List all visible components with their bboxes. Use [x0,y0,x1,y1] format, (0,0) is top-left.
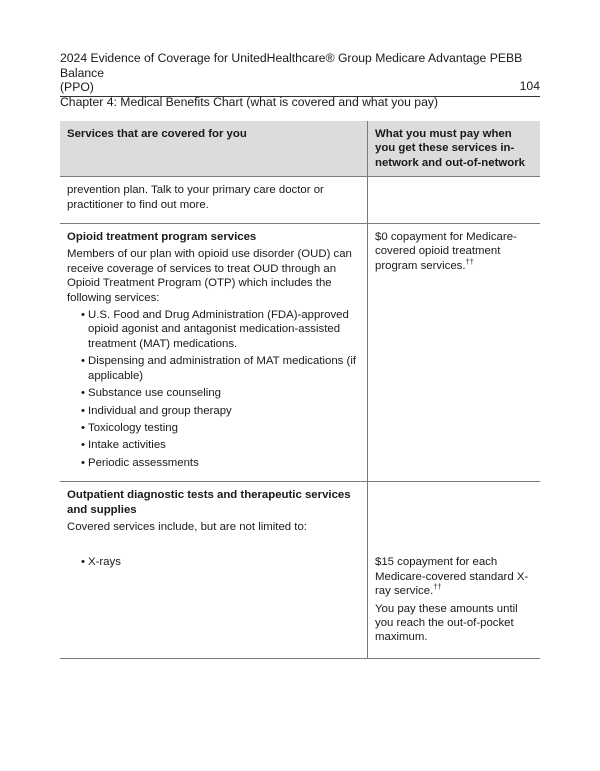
outpatient-description: Covered services include, but are not limited to: [67,520,307,533]
xrays-cost-note: You pay these amounts until you reach the out-of-pocket maximum. [375,602,518,644]
table-header-row [60,121,540,177]
list-item: • Periodic assessments [81,456,359,470]
outpatient-cost-cell [368,482,541,546]
list-item: • Intake activities [81,438,359,452]
page-number: 104 [519,79,540,93]
column-header-cost: What you must pay when you get these services in-network and out-of-network [368,121,541,177]
opioid-cost-cell [368,224,541,482]
opioid-service-cell [60,224,368,482]
column-header-services: Services that are covered for you [60,121,368,177]
document-title-line-1: 2024 Evidence of Coverage for UnitedHealthcare® Group Medicare Advantage PEBB Balance [60,51,523,80]
list-item: • Individual and group therapy [81,404,359,418]
continuation-cost-cell [368,177,541,224]
opioid-description: Members of our plan with opioid use disorder (OUD) can receive coverage of services to treat OUD through an Opioid Treatment Program (OTP) which includes the following services: [67,248,352,304]
xrays-service-cell [60,545,368,658]
xrays-cost: $15 copayment for each Medicare-covered standard X-ray service. [375,556,529,598]
header-divider [60,96,540,97]
opioid-title: Opioid treatment program services [67,231,257,244]
xrays-cost-mark: †† [433,582,442,592]
opioid-cost-mark: †† [465,257,474,267]
list-item: • U.S. Food and Drug Administration (FDA)-approved opioid agonist and antagonist medication-assisted treatment (MAT) medications. [81,308,359,351]
table-row-outpatient [60,482,540,546]
opioid-cost: $0 copayment for Medicare-covered opioid treatment program services. [375,231,517,272]
list-item: • Substance use counseling [81,386,359,400]
table-row-xrays [60,545,540,658]
xrays-cost-cell [368,545,541,658]
outpatient-title: Outpatient diagnostic tests and therapeutic services and supplies [67,489,351,516]
document-title-line-2: (PPO) [60,80,94,94]
outpatient-service-cell [60,482,368,546]
xrays-cost-text [375,555,532,598]
opioid-services-list [67,308,359,470]
list-item: • Dispensing and administration of MAT medications (if applicable) [81,354,359,383]
chapter-title: Chapter 4: Medical Benefits Chart (what is covered and what you pay) [60,94,439,109]
table-row-opioid [60,224,540,482]
table-row-continuation [60,177,540,224]
list-item: • Toxicology testing [81,421,359,435]
page-header [60,51,540,109]
benefits-table [60,121,540,659]
continuation-text: prevention plan. Talk to your primary care doctor or practitioner to find out more. [67,184,324,211]
continuation-cell [60,177,368,224]
list-item: • X-rays [81,555,359,569]
opioid-cost-text [375,230,532,273]
outpatient-services-list [67,555,359,569]
